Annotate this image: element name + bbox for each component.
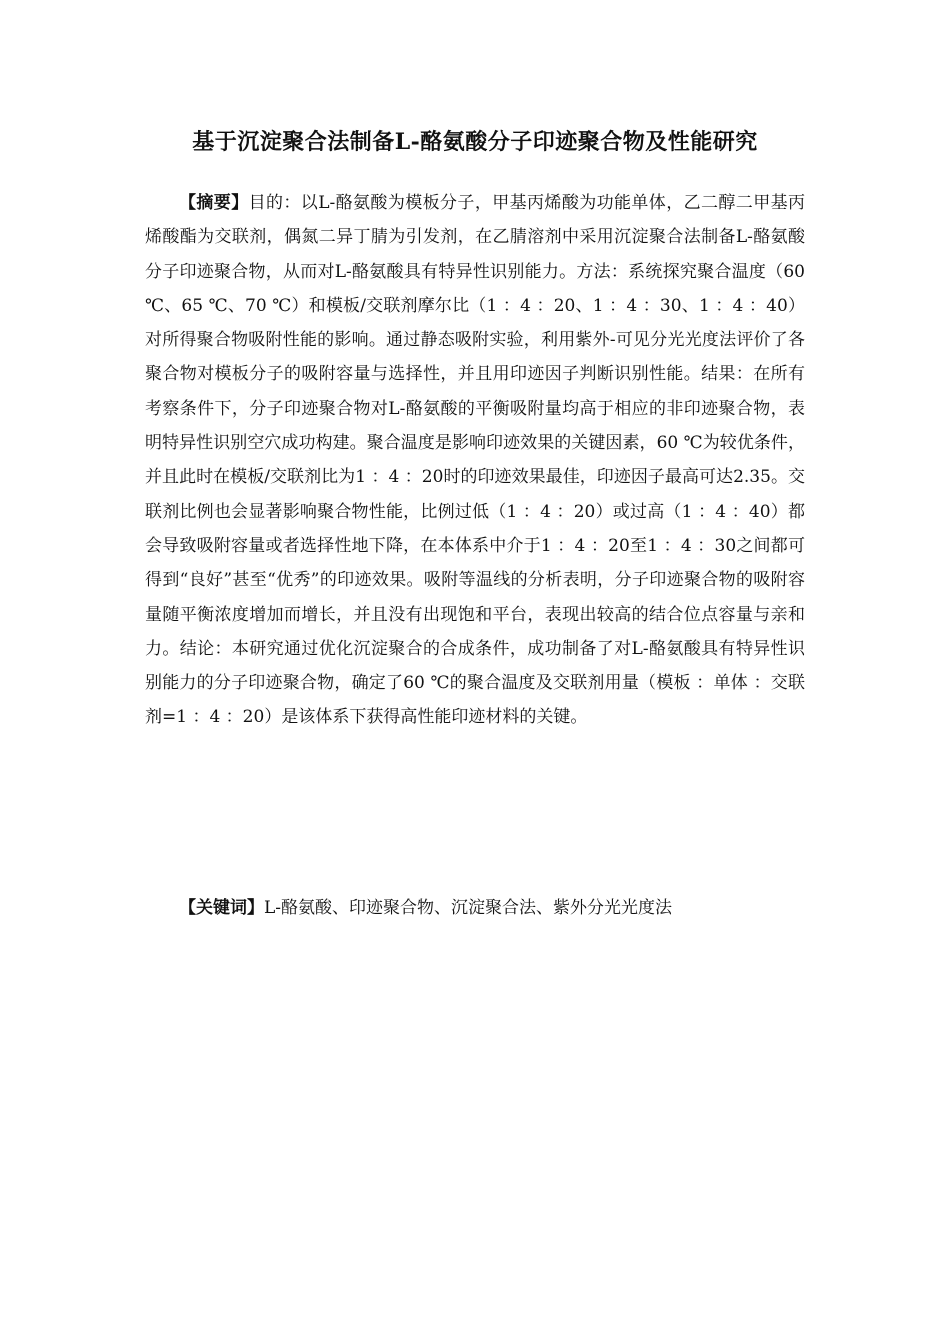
abstract-text: 目的：以L-酪氨酸为模板分子，甲基丙烯酸为功能单体，乙二醇二甲基丙烯酸酯为交联剂，偶氮二异丁腈为引发剂，在乙腈溶剂中采用沉淀聚合法制备L-酪氨酸分子印迹聚合物，从而对L-酪氨酸具有特异性识别能力。方法：系统探究聚合温度（60 ℃、65 ℃、70 ℃）和模板/交联剂摩尔比（1 ：4 ：20、1 ：4 ：30、1 ：4 ：40）对所得聚合物吸附性能的影响。通过静态吸附实验，利用紫外-可见分光光度法评价了各聚合物对模板分子的吸附容量与选择性，并且用印迹因子判断识别性能。结果：在所有考察条件下，分子印迹聚合物对L-酪氨酸的平衡吸附量均高于相应的非印迹聚合物，表明特异性识别空穴成功构建。聚合温度是影响印迹效果的关键因素，60 ℃为较优条件，并且此时在模板/交联剂比为1 ：4 ：20时的印迹效果最佳，印迹因子最高可达2.35。交联剂比例也会显著影响聚合物性能，比例过低（1 ：4 ：20）或过高（1 ：4 ：40）都会导致吸附容量或者选择性地下降，在本体系中介于1 ：4 ：20至1 ：4 ：30之间都可得到“良好”甚至“优秀”的印迹效果。吸附等温线的分析表明，分子印迹聚合物的吸附容量随平衡浓度增加而增长，并且没有出现饱和平台，表现出较高的结合位点容量与亲和力。结论：本研究通过优化沉淀聚合的合成条件，成功制备了对L-酪氨酸具有特异性识别能力的分子印迹聚合物，确定了60 ℃的聚合温度及交联剂用量（模板 ：单体 ：交联剂=1 ：4 ：20）是该体系下获得高性能印迹材料的关键。 [145,193,805,728]
abstract-label: 【摘要】 [179,193,249,213]
abstract-paragraph [145,186,805,735]
keywords-paragraph [145,891,805,925]
paper-title: 基于沉淀聚合法制备L-酪氨酸分子印迹聚合物及性能研究 [192,129,758,155]
keywords-label: 【关键词】 [179,898,264,918]
keywords-text: L-酪氨酸、印迹聚合物、沉淀聚合法、紫外分光光度法 [264,898,673,918]
